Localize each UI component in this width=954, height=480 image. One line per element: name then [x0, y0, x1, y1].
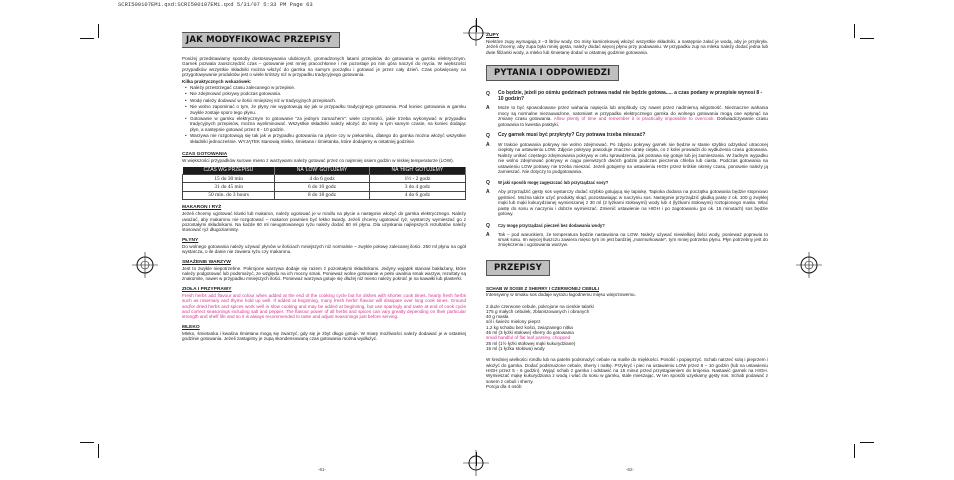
- table-cell: 6 do 10 godz: [275, 183, 369, 191]
- qa-answer: A Tak – pod warunkiem, że temperatura będzie nastawiona na LOW. Należy używać niewielkiej ilości wody, ponieważ poprawia to smak sosu. Im więcej tłuszczu zawiera mięso tym im jest bardziej „marmurkowate", tym mniej potrzeba płynu. Płyn potrzebny jest do zmiękczenia i ugotowania warzyw.: [486, 231, 768, 248]
- frying-vegetables-title: SMAŻENIE WARZYW: [182, 259, 231, 265]
- tip-item: • Wodę należy dodawać w ilości mniejszej niż w tradycyjnych przepisach.: [190, 98, 466, 103]
- table-row: [183, 175, 466, 183]
- answer-text: W trakcie gotowania pokrywy nie wolno zdejmować. Po zdjęciu pokrywy garnek nie będzie w stanie szybko odzyskać utraconej ciepłoty na ustawieniu LOW. Zdjęcie pokrywy powoduje znaczne utratę ciepła, co z kolei prowadzi do wydłużenia czasu gotowania. Należy unikać częstego zdejmowania pokrywy w celu sprawdzenia, jak potrawa się gotuje lub jej zamieszania. W żadnym wypadku nie wolno zdejmować pokrywy w ciągu pierwszych dwóch godzin podczas pieczenia chleba lub ciasta. Podczas gotowania na ustawieniu LOW potrawy nie trzeba mieszać. Jeżeli gotujemy na ustawieniu HIGH przez krótkie okresy czasu, ponownie należy ją zamieszać. Nie dotyczy to podgotowania.: [498, 142, 768, 175]
- ingredient-item: 45 ml (3 łyżki stołowe) sherry do gotowania: [486, 330, 574, 336]
- milk-text: Mleko, śmietanka i kwaśna śmietana mogą się zwarzyć, gdy się je zbyt długo gotuje. W miarę możliwości należy dodawać je w ostatniej godzinie gotowania. Jeżeli zastąpimy je zupą skondensowaną czas gotowania można wydłużyć.: [182, 330, 466, 342]
- recipe-method: W średniej wielkości rondlu lub na patelni podsmażyć cebule na maśle do miękkości. Posolić i popieprzyć. Schab natrzeć solą i pieprzem i włożyć do garnka. Dodać podsmażone cebule, sherry i natkę. Przykryć i piec na ustawieniu LOW przez 8 – 10 godzin (lub na ustawieniu HIGH przez 5 - 6 godzin). Wyjąć schab z garnka i odstawić na 15 minut przed przystąpieniem do krojenia. Nastawić garnek na HIGH. Wymieszać mąkę kukurydziana z wodą i wlać do sosu w garnku, stale mieszając. W ten sposób uzyskamy gęsty sos. Schab podawać z sosem z cebuli i sherry.: [486, 357, 768, 384]
- crop-mark-top-left-h: [80, 38, 94, 39]
- qa-answer: A Aby przyrządzić gęsty sos wystarczy dodać szybko gotującą się tapiokę. Tapioka dodana na początku gotowania będzie stopniowo gęstnieć. Można także użyć produkty skąd, pozostawiając w naczyniu sos. Następnie przyrządzić gładką pastę z ok. 100 g zwykłej mąki lub mąki kukurydzianej wymieszanej z 30 ml (2 łyżkami stołowymi) wody lub 4 (łyżkami stołowymi) roztopionego masła. Wlać pastę do sosu w naczyniu i dobrze wymieszać. Zmienić ustawienie na HIGH i po zagotowaniu (po ok. 15 minutach) sos będzie gotowy.: [486, 189, 768, 217]
- frying-vegetables-text: Jest to zwykle niepotrzebne. Pokrojone warzywa dodaje się razem z pozostałymi składnikami. Jedyny wyjątek stanowi bakłażany, które należy podgotować lub podsmażyć, ze względu na ich mocny smak. Ponieważ wolne gotowanie w pełni uwalnia smak warzyw, rezultaty są znakomite, nawet w przypadku mniejszych ilości. Ponieważ warzywa gotuje się dłużej niż mieso należy pokroić je na kawałki lub plasterki.: [182, 265, 466, 282]
- qa-answer: A Może to być spowodowane przez wahania napięcia lub amplitudy czy nawet przez nadmierną wilgotność. Nieznaczne wahania mocy są normalne niezauważone, natomiast w przypadku elektrycznego garnka do wolnego gotowania mogą one wpłynąć na zmianę czasu gotowania. Allow plenty of time and remember it is practically impossible to overcook. Doświadczywanie czasu gotowania to kwestia praktyki.: [486, 105, 768, 127]
- recipe-intro: Intensywny w smaku sos dodaje wyrazu łagodnemu mięsu wieprzowemu.: [486, 292, 636, 298]
- qa-question: Q Czy garnek musi być przykryty? Czy potrawa trzeba mieszać?: [486, 133, 768, 139]
- page-number-right: -62-: [626, 467, 635, 472]
- table-cell: 8 do 18 godz: [275, 191, 369, 199]
- crop-mark-top-right: [854, 24, 855, 38]
- page-number-left: -61-: [318, 467, 327, 472]
- tips-title: Kilka praktycznych wskazówek:: [182, 78, 252, 84]
- cooking-time-title: CZAS GOTOWANIA: [182, 152, 228, 158]
- liquids-title: PŁYNY: [182, 237, 199, 243]
- soups-title: ZUPY: [486, 33, 500, 38]
- answer-text: Tak – pod warunkiem, że temperatura będzie nastawiona na LOW. Należy używać niewielkiej ilości wody, ponieważ poprawia to smak sosu. Im więcej tłuszczu zawiera mięso tym im jest bardziej „marmurkowate", tym mniej potrzeba płynu. Płyn potrzebny jest do zmiękczenia i ugotowania warzyw.: [498, 231, 768, 248]
- intro-paragraph: Poniżej przedstawiamy sposoby dostosowywania ulubionych, gromadzonych latami przepisów do gotowania w garnku elektrycznym. Garnek pozwala zaoszczędzić czas – gotowanie jest mniej pracochłonne i nie pozostaje po nim góra naczyń do mycia. W większości przypadków wszystkie składniki można włożyć do garnka na samym początku i gotować je przez cały dzień. Czas poświęcany na przygotowywanie produktów jest o wiele krótszy niż w przypadku tradycyjnego gotowania.: [182, 56, 466, 78]
- tip-item: • Nie wolno zapominać o tym, że płyny nie wygotowują się jak w przypadku tradycyjnego gotowania. Pod koniec gotowania w garnku zwykle zostaje sporo tego płynu.: [190, 104, 466, 115]
- answer-part: Może to być spowodowane przez wahania napięcia lub amplitudy czy nawet przez nadmierną wilgotność. Nieznaczne wahania mocy są normalne niezauważone, natomiast w przypadku elektrycznego garnka do wolnego gotowania mogą one wpłynąć na zmianę czasu gotowania.: [498, 105, 768, 122]
- table-cell: 1½ - 2 godz: [369, 175, 465, 183]
- milk-title: MLEKO: [182, 324, 200, 330]
- table-cell: 50 min. do 3 hours: [183, 191, 275, 199]
- recipe-servings: Porcja dla 4 osób: [486, 384, 522, 390]
- tip-item: • Gotowanie w garnku elektrycznym to gotowanie "za jednym zamachem": wiele czynności, jakie trzeba wykonywać w przypadku tradycyjnych przepisów, można wyeliminować. Wszystkie składniki należy włożyć do misy w tym samym czasie, na koniec dodając płyn, a następnie gotować przez 8 - 10 godzin.: [190, 116, 466, 132]
- answer-text: Aby przyrządzić gęsty sos wystarczy dodać szybko gotującą się tapiokę. Tapioka dodana na początku gotowania będzie stopniowo gęstnieć. Można także użyć produkty skąd, pozostawiając w naczyniu sos. Następnie przyrządzić gładką pastę z ok. 100 g zwykłej mąki lub mąki kukurydzianej wymieszanej z 30 ml (2 łyżkami stołowymi) wody lub 4 (łyżkami stołowymi) roztopionego masła. Wlać pastę do sosu w naczyniu i dobrze wymieszać. Zmienić ustawienie na HIGH i po zagotowaniu (po ok. 15 minutach) sos będzie gotowy.: [498, 189, 768, 217]
- cooking-time-table: [182, 167, 466, 201]
- qa-question: Q W jaki sposób mogę zagęszczać lub przyrządzać sosy?: [486, 180, 768, 186]
- soups-text: Niektóre zupy wymagają 2 –3 litrów wody. Do misy kamionkowej włożyć wszystkie składniki, a następnie zalać je wodą, aby je przykryła. Jeżeli chcemy, aby zupa była mniej gęsta, należy dodać więcej płynu przy podawaniu. W przypadku zup na mleku należy dodać jedna lub dwie filiżanki wody, a mleko lub śmietanę dodać w ostatniej godzinie gotowania.: [486, 39, 768, 55]
- qa-question: Q Co będzie, jeżeli po ośmiu godzinach potrawa nadal nie będzie gotowa..... a czas podany w przepisie wynosi 8 - 10 godzin?: [486, 91, 768, 102]
- ingredient-item: 40 g masła: [486, 314, 509, 320]
- ingredient-item: sól i świeżo mielony pieprz: [486, 319, 541, 325]
- answer-text: [498, 105, 768, 127]
- registration-mark-right: [796, 252, 822, 278]
- crop-mark-bottom-left-h: [80, 442, 94, 443]
- print-slug: SCRI500107EM1.qxd:SCRI500107EM1.qxd 5/31/07 5:33 PM Page 63: [118, 1, 313, 8]
- ingredient-item: 2 duże czerwone cebule, pokrojone na cienkie talarki: [486, 303, 594, 309]
- tip-item: • Warzywa nie rozgotowują się tak jak w przypadku gotowania na płycie czy w piekarniku, dlatego do garnka można włożyć wszystkie składniki jednocześnie. WYJĄTEK stanowią mleko, śmietana i śmietanka, które dodajemy w ostatniej godzinie.: [190, 133, 466, 144]
- crop-mark-top-right-h: [860, 38, 874, 39]
- ingredient-item: 1,2 kg schabu bez kości, związanego nitka: [486, 324, 573, 330]
- registration-mark-bottom: [463, 450, 489, 476]
- crop-mark-bottom-right: [854, 444, 855, 458]
- ingredients-list: [486, 304, 768, 352]
- ingredient-item: 175 g małych cebulek, zblanszowanych i obranych: [486, 308, 590, 314]
- pasta-rice-text: Jeżeli chcemy ugotować kluski lub makaron, należy ugotować je w rondlu na płycie a następnie włożyć do garnka elektrycznego. Należy uważać, aby makaronu nie rozgotować – makaron powinien być lekko twardy. Jeżeli chcemy ugotować ryż, wystarczy wymieszać go z pozostałymi składnikami. Na każde 60 ml nieugotowanego ryżu należy dodać 60 ml płynu. Dla uzyskania najlepszych rezultatów należy stosować ryż długoziarnisty.: [182, 211, 466, 233]
- qa-question: Q Czy mogę przyrządzać pieczeń bez dodawania wody?: [486, 223, 768, 229]
- section-banner-recipes: PRZEPISY: [486, 260, 550, 276]
- ingredient-item: 25 ml (1½ łyżki stołowej mąki kukurydziane): [486, 340, 576, 346]
- question-text: Czy garnek musi być przykryty? Czy potrawa trzeba mieszać?: [498, 132, 646, 139]
- table-cell: 15 do 30 min: [183, 175, 275, 183]
- question-text: Co będzie, jeżeli po ośmiu godzinach potrawa nadal nie będzie gotowa..... a czas podany w przepisie wynosi 8 - 10 godzin?: [498, 90, 763, 102]
- pasta-rice-title: MAKARON I RYŻ: [182, 205, 222, 211]
- liquids-text: Do wolnego gotowania należy używać płynów w ilościach mniejszych niż normalnie – zwykle połowę zalecanej ilości. 250 ml płynu na ogół wystarcza, o ile danie nie zawiera ryżu czy makaronu.: [182, 243, 466, 255]
- table-cell: 31 do 45 min: [183, 183, 275, 191]
- page-right: [486, 28, 768, 448]
- ingredient-item: 15 ml (1 łyżka stołowa) wody: [486, 345, 545, 351]
- table-cell: 4 do 6 godz: [275, 175, 369, 183]
- question-text: Czy mogę przyrządzać pieczeń bez dodawania wody?: [498, 222, 605, 228]
- table-row: [183, 183, 466, 191]
- section-banner-modify-recipes: JAK MODYFIKOWAC PRZEPISY: [182, 32, 340, 48]
- table-header: NA 'HIGH' GOTUJEMY: [369, 167, 465, 175]
- table-header: CZAS WG PRZEPISU: [183, 167, 275, 175]
- tips-list: [182, 85, 466, 144]
- ingredient-item-english: small handful of flat leaf parsley, chopped: [486, 335, 571, 341]
- registration-mark-left: [132, 252, 158, 278]
- table-cell: 3 do 4 godz: [369, 183, 465, 191]
- table-cell: 4 do 6 godz: [369, 191, 465, 199]
- tip-item: • Nie zdejmować pokrywy podczas gotowania.: [190, 91, 466, 96]
- crop-mark-bottom-left: [98, 444, 99, 458]
- tip-item: • Należy przestrzegać czasu zalecanego w przepisie.: [190, 85, 466, 90]
- answer-english-note: Allow plenty of time and remember it is practically impossible to overcook.: [553, 116, 715, 122]
- recipe-title: SCHAB W SOSIE Z SHERRY I CZERWONEJ CEBULI: [486, 285, 599, 291]
- table-row: [183, 191, 466, 199]
- crop-mark-bottom-right-h: [860, 442, 874, 443]
- cooking-time-text: W większości przypadków surowe mieso z warzywami należy gotować przez co najmniej osiem godzin w niskiej temperaturze (LOW).: [182, 158, 454, 164]
- qa-answer: A W trakcie gotowania pokrywy nie wolno zdejmować. Po zdjęciu pokrywy garnek nie będzie w stanie szybko odzyskać utraconej ciepłoty na ustawieniu LOW. Zdjęcie pokrywy powoduje znaczne utratę ciepła, co z kolei prowadzi do wydłużenia czasu gotowania. Należy unikać częstego zdejmowania pokrywy w celu sprawdzenia, jak potrawa się gotuje lub jej zamieszania. W żadnym wypadku nie wolno zdejmować pokrywy w ciągu pierwszych dwóch godzin podczas pieczenia chleba lub ciasta. Podczas gotowania na ustawieniu LOW potrawy nie trzeba mieszać. Jeżeli gotujemy na ustawieniu HIGH przez krótkie okresy czasu, ponownie należy ją zamieszać. Nie dotyczy to podgotowania.: [486, 142, 768, 175]
- question-text: W jaki sposób mogę zagęszczać lub przyrządzać sosy?: [498, 180, 609, 186]
- herbs-spices-title: ZIOŁA I PRZYPRAWY: [182, 286, 232, 292]
- page-left: [182, 28, 466, 448]
- answer-part: Doświadczywanie czasu gotowania to kwestia praktyki.: [498, 116, 768, 127]
- herbs-spices-text: Fresh herbs add flavour and colour when added at the end of the cooking cycle but for dishes with shorter cook times, hearty fresh herbs such as rosemary and thyme hold up well. If added at beginning, many fresh herbs' flavour will dissipate over long cook times. Ground and/or dried herbs and spices work well in slow cooking and may be added at beginning, but use sparingly and taste at end of cook cycle and correct seasonings including salt and pepper. The flavour power of all herbs and spices can vary greatly depending on their particular strength and shelf life and so it is always recommended to taste and adjust seasonings just before serving.: [182, 292, 466, 320]
- section-banner-qa: PYTANIA I ODPOWIEDZI: [486, 65, 619, 81]
- table-header: NA 'LOW' GOTUJEMY: [275, 167, 369, 175]
- crop-mark-top-left: [98, 24, 99, 38]
